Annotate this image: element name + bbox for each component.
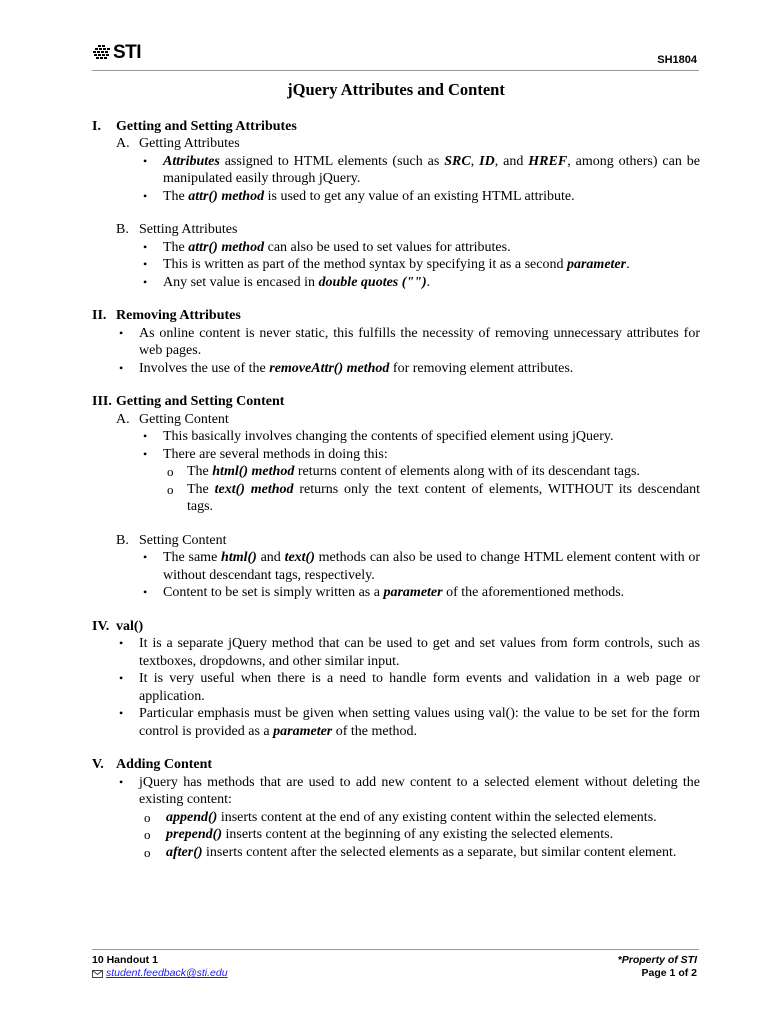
feedback-email-row	[92, 967, 228, 980]
text-run: This is written as part of the method syntax by specifying it as a second	[163, 257, 567, 272]
subsection-setting-attributes	[92, 221, 700, 291]
list-item	[92, 274, 700, 292]
section-title: Getting and Setting Content	[116, 394, 285, 409]
text-run: Any set value is encased in	[163, 274, 319, 290]
bullet-list	[92, 549, 700, 602]
list-item	[92, 446, 700, 464]
section-2	[92, 307, 700, 377]
list-item	[92, 584, 700, 602]
bullet-icon: •	[143, 239, 148, 254]
text-run: can also be used to set values for attributes.	[264, 239, 511, 255]
text-run: html()	[221, 550, 257, 565]
list-item	[92, 705, 700, 740]
text-run: inserts content at the beginning of any existing the selected elements.	[222, 827, 614, 842]
subsection-letter: B.	[116, 222, 129, 237]
text-run: The	[163, 188, 189, 204]
subsection-letter: A.	[116, 136, 130, 151]
subsection-heading	[92, 532, 700, 550]
bullet-icon: •	[143, 585, 148, 599]
property-label: *Property of STI	[617, 954, 697, 966]
subsection-letter: B.	[116, 532, 129, 548]
bullet-icon: •	[143, 257, 148, 271]
text-run: of the method.	[332, 723, 418, 739]
section-5	[92, 756, 700, 861]
list-item	[92, 188, 700, 206]
text-run: ,	[470, 153, 480, 169]
bullet-icon: •	[119, 706, 124, 720]
bullet-list	[92, 153, 700, 206]
text-run: returns content of elements along with of its descendant tags.	[294, 464, 640, 479]
circle-bullet-icon: o	[144, 844, 151, 860]
section-number: III.	[92, 394, 112, 409]
text-run: parameter	[566, 257, 627, 272]
text-run: As online content is never static, this fulfills the necessity of removing unnecessary attributes for web pages.	[139, 325, 700, 358]
sub-bullet-list	[92, 463, 700, 516]
bullet-icon: •	[143, 274, 148, 289]
bullet-icon: •	[143, 550, 148, 564]
section-1	[92, 118, 700, 292]
bullet-list	[92, 428, 700, 463]
circle-bullet-icon: o	[144, 827, 151, 842]
bullet-icon: •	[143, 188, 148, 203]
sti-globe-icon	[92, 44, 112, 62]
page-header	[92, 40, 699, 71]
text-run: The	[163, 239, 189, 255]
text-run: SRC	[444, 153, 471, 169]
subsection-heading	[92, 135, 700, 153]
text-run: parameter	[383, 585, 443, 600]
text-run: double quotes ("")	[318, 274, 427, 290]
section-title: Getting and Setting Attributes	[116, 118, 297, 134]
text-run: Involves the use of the	[139, 360, 270, 376]
text-run: inserts content at the end of any existing content within the selected elements.	[217, 809, 657, 825]
text-run: append()	[166, 809, 218, 825]
text-run: The	[187, 481, 215, 497]
text-run: after()	[166, 844, 203, 860]
bullet-icon: •	[143, 446, 148, 461]
subsection-setting-content	[92, 532, 700, 602]
list-item	[92, 325, 700, 360]
bullet-list	[92, 239, 700, 292]
bullet-icon: •	[143, 153, 148, 168]
circle-bullet-icon: o	[144, 809, 151, 825]
footer-right	[618, 954, 697, 980]
text-run: The same	[163, 550, 222, 565]
list-item	[92, 774, 700, 809]
text-run: and	[256, 550, 285, 565]
section-number: IV.	[92, 618, 110, 634]
section-title: Removing Attributes	[116, 308, 241, 323]
text-run: It is very useful when there is a need to handle form events and validation in a web page or application.	[139, 671, 700, 704]
section-number: I.	[92, 118, 101, 134]
text-run: .	[426, 274, 431, 290]
feedback-email-link[interactable]: student.feedback@sti.edu	[106, 967, 228, 979]
text-run: There are several methods in doing this:	[163, 446, 388, 462]
section-number: II.	[92, 308, 107, 323]
text-run: It is a separate jQuery method that can be used to get and set values from form controls, such as textboxes, dropdowns, and other similar input.	[139, 636, 700, 669]
text-run: jQuery has methods that are used to add new content to a selected element without deleting the existing content:	[139, 774, 700, 807]
text-run: inserts content after the selected elements as a separate, but similar content element.	[202, 844, 677, 860]
text-run: text() method	[214, 481, 294, 497]
section-heading	[92, 618, 700, 636]
bullet-icon: •	[143, 429, 148, 443]
text-run: HREF	[528, 153, 568, 169]
page-number: Page 1 of 2	[641, 967, 697, 979]
list-item	[92, 844, 700, 862]
subsection-heading	[92, 411, 700, 429]
list-item	[92, 670, 700, 705]
text-run: The	[187, 464, 213, 479]
text-run: Particular emphasis must be given when setting values using val(): the value to be set for the form control is provided as a	[139, 706, 700, 739]
section-heading	[92, 393, 700, 411]
section-3	[92, 393, 700, 602]
text-run: for removing element attributes.	[389, 360, 574, 376]
text-run: assigned to HTML elements (such as	[219, 153, 445, 169]
text-run: prepend()	[166, 827, 222, 842]
text-run: attr() method	[188, 239, 265, 255]
circle-bullet-icon: o	[167, 464, 174, 479]
text-run: This basically involves changing the contents of specified element using jQuery.	[163, 429, 614, 444]
section-4	[92, 618, 700, 741]
section-title: Adding Content	[116, 757, 213, 772]
list-item	[92, 360, 700, 378]
subsection-title: Getting Attributes	[139, 136, 240, 151]
logo-text: STI	[113, 42, 142, 63]
section-heading	[92, 307, 700, 325]
sti-logo	[92, 42, 141, 64]
subsection-letter: A.	[116, 411, 130, 427]
subsection-getting-attributes	[92, 135, 700, 205]
list-item	[92, 481, 700, 516]
list-item	[92, 153, 700, 188]
bullet-list	[92, 635, 700, 740]
section-heading	[92, 756, 700, 774]
text-run: parameter	[273, 723, 333, 739]
section-heading	[92, 118, 700, 136]
document-code: SH1804	[657, 54, 697, 66]
text-run: returns only the text content of elements, WITHOUT its descendant tags.	[187, 481, 701, 514]
bullet-list	[92, 325, 700, 378]
list-item	[92, 826, 700, 844]
bullet-icon: •	[119, 360, 124, 375]
bullet-list	[92, 774, 700, 809]
bullet-icon: •	[119, 325, 124, 340]
text-run: text()	[284, 550, 315, 565]
list-item	[92, 549, 700, 584]
list-item	[92, 428, 700, 446]
subsection-title: Setting Content	[139, 532, 227, 548]
sub-bullet-list	[92, 809, 700, 862]
bullet-icon: •	[119, 671, 124, 685]
text-run: of the aforementioned methods.	[442, 585, 625, 600]
text-run: , among others) can be manipulated easily through jQuery.	[163, 153, 701, 186]
bullet-icon: •	[119, 774, 124, 789]
bullet-icon: •	[119, 636, 124, 650]
text-run: ID	[479, 153, 495, 169]
page-footer	[92, 949, 699, 979]
text-run: is used to get any value of an existing HTML attribute.	[264, 188, 575, 204]
subsection-getting-content	[92, 411, 700, 516]
subsection-heading	[92, 221, 700, 239]
list-item	[92, 809, 700, 827]
document-title: jQuery Attributes and Content	[287, 80, 505, 99]
list-item	[92, 256, 700, 274]
circle-bullet-icon: o	[167, 481, 174, 497]
text-run: , and	[494, 153, 529, 169]
document-body	[92, 78, 700, 861]
text-run: methods can also be used to change HTML element content with or without descendant tags, respectively.	[163, 550, 701, 583]
list-item	[92, 463, 700, 481]
handout-label: 10 Handout 1	[92, 954, 158, 966]
subsection-title: Setting Attributes	[139, 222, 238, 237]
text-run: html() method	[212, 464, 295, 479]
list-item	[92, 635, 700, 670]
list-item	[92, 239, 700, 257]
subsection-title: Getting Content	[139, 411, 229, 427]
text-run: .	[626, 257, 630, 272]
text-run: removeAttr() method	[269, 360, 390, 376]
footer-left	[92, 954, 228, 980]
text-run: attr() method	[188, 188, 265, 204]
section-title: val()	[116, 618, 144, 634]
text-run: Content to be set is simply written as a	[163, 585, 384, 600]
text-run: Attributes	[163, 153, 220, 169]
envelope-icon	[92, 970, 103, 978]
section-number: V.	[92, 757, 104, 772]
